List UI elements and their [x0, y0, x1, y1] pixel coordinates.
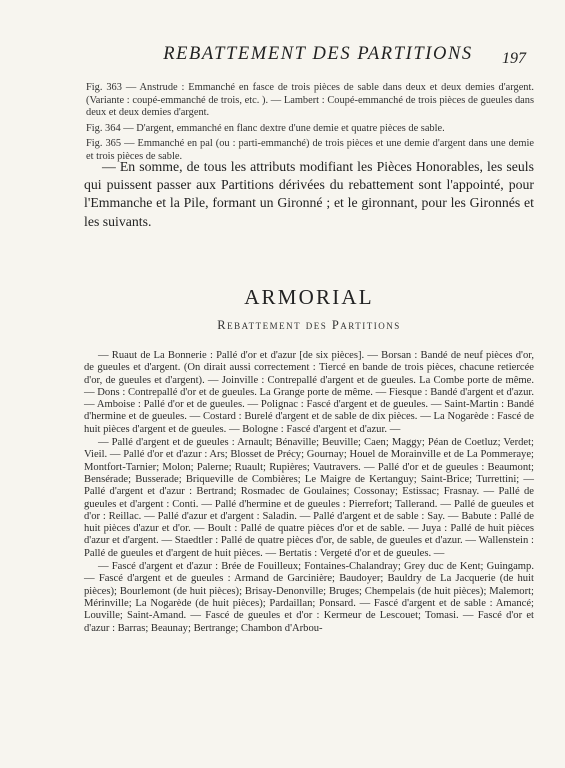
- caption-fig-364: Fig. 364 — D'argent, emmanché en flanc dextre d'une demie et quatre pièces de sable.: [86, 122, 445, 134]
- armorial-subheading: Rebattement des Partitions: [217, 318, 401, 332]
- figure-captions: [86, 82, 534, 167]
- body-paragraph: [84, 158, 534, 231]
- summary-paragraph: — En somme, de tous les attributs modifiant les Pièces Honorables, les seuls qui puissent passer aux Partitions dérivées du rebattement sont l'appointé, pour l'Emmanche et la Pile, formant un Gironné ; et le gironnant, pour les Gironnés et les suivants.: [84, 159, 534, 229]
- armorial-paragraph: — Fascé d'argent et d'azur : Brée de Fouilleux; Fontaines-Chalandray; Grey duc de Kent; Guingamp. — Fascé d'argent et de gueules : Armand de Garcinière; Baudoyer; Bauldry de La Jacquerie (de huit pièces); Bourlemont (de huit pièces); Brisay-Denonville; Bruges; Chempelais (de huit pièces); Malemort; Mérinville; La Nogarède (de huit pièces); Pardaillan; Ponsard. — Fascé d'argent et de sable : Amancé; Louville; Saint-Amand. — Fascé de gueules et d'or : Kermeur de Lescouet; Tomasi. — Fascé d'or et d'azur : Barras; Beaunay; Bertrange; Chambon d'Arbou-: [84, 561, 534, 634]
- armorial-heading: ARMORIAL: [244, 285, 374, 309]
- running-title: REBATTEMENT DES PARTITIONS: [163, 44, 473, 64]
- caption-fig-365: Fig. 365 — Emmanché en pal (ou : parti-emmanché) de trois pièces et une demie d'argent dans une demie et trois pièces de sable.: [86, 138, 534, 162]
- armorial-entries: [84, 350, 534, 635]
- armorial-paragraph: — Pallé d'argent et de gueules : Arnault; Bénaville; Beuville; Caen; Maggy; Péan de Coetluz; Verdet; Vieil. — Pallé d'or et d'azur : Ars; Blosset de Précy; Gournay; Houel de Morainville et de La Pommeraye; Montfort-Tarnier; Molon; Palerne; Ruault; Rupières; Vautravers. — Pallé d'or et de gueules : Beaumont; Bensérade; Busserade; Briqueville de Combières; Le Maigre de Kertanguy; Saint-Brice; Turrettini; — Pallé d'argent et d'azur : Bertrand; Rosmadec de Goulaines; Cossonay; Estissac; Frasnay. — Pallé de gueules et d'argent : Conti. — Pallé d'hermine et de gueules : Pierrefort; Tallerand. — Pallé de gueules et d'or : Reillac. — Pallé d'azur et d'argent : Saladin. — Pallé d'argent et de sable : Say. — Babute : Pallé de huit pièces d'azur et d'or. — Boult : Pallé de quatre pièces d'or et de sable. — Juya : Pallé de huit pièces d'azur et d'argent. — Staedtler : Pallé de quatre pièces d'or, de sable, de gueules et d'azur. — Wallenstein : Pallé de gueules et d'argent de huit pièces. — Bertatis : Vergeté d'or et de gueules. —: [84, 437, 534, 559]
- caption-fig-363: Fig. 363 — Anstrude : Emmanché en fasce de trois pièces de sable dans deux et deux demies d'argent. (Variante : coupé-emmanché de trois, etc. ). — Lambert : Coupé-emmanché de trois pièces de gueules dans deux et deux demies d'argent.: [86, 82, 534, 119]
- page-number: 197: [502, 50, 526, 67]
- armorial-paragraph: — Ruaut de La Bonnerie : Pallé d'or et d'azur [de six pièces]. — Borsan : Bandé de neuf pièces d'or, de gueules et d'argent. (On dirait aussi correctement : Tiercé en bande de trois pièces, chacune retiercée d'or, de gueules et d'argent). — Joinville : Contrepallé d'argent et de gueules. La Combe porte de même. — Dons : Contrepallé d'or et de gueules. La Grange porte de même. — Fiesque : Bandé d'argent et d'azur. — Amboise : Pallé d'or et de gueules. — Polignac : Fascé d'argent et de gueules. — Saint-Martin : Bandé d'hermine et de gueules. — Costard : Burelé d'argent et de sable de dix pièces. — La Nogarède : Fascé de huit pièces d'argent et de gueules. — Bologne : Fascé d'argent et d'azur. —: [84, 350, 534, 435]
